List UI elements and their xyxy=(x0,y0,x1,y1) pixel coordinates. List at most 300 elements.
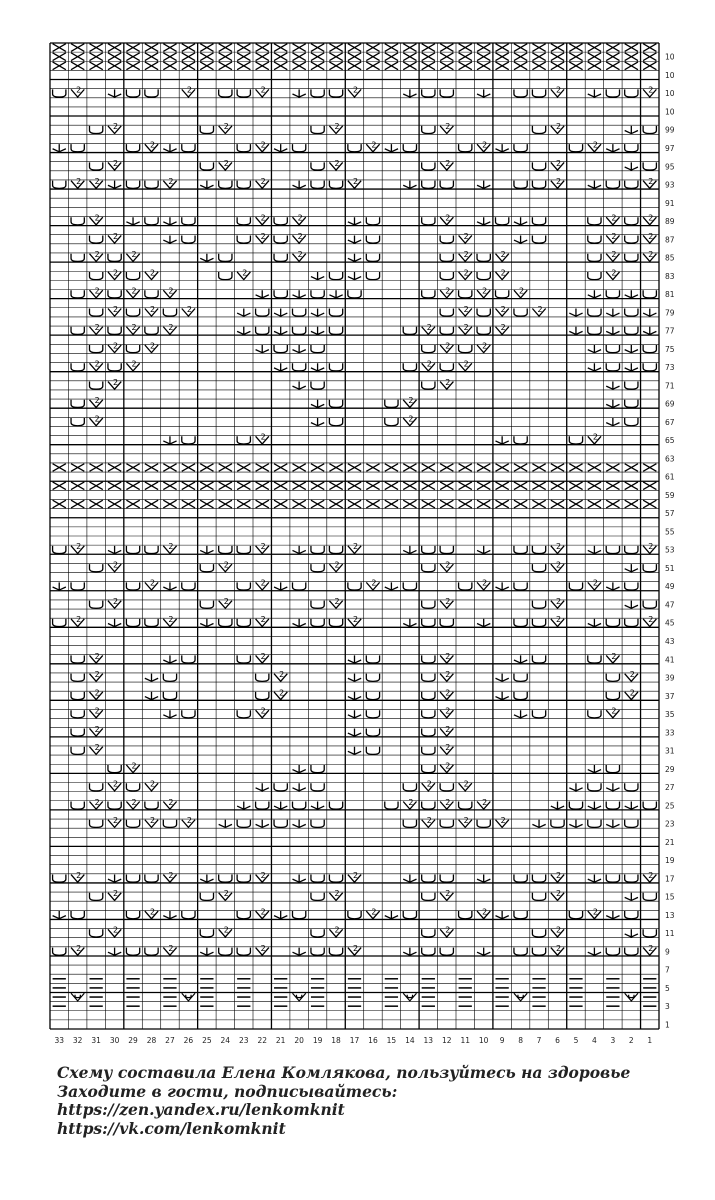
column-number-label: 11 xyxy=(460,1036,471,1045)
decrease-mark: 2 xyxy=(168,323,174,333)
yarn-over-stitch xyxy=(200,929,213,937)
arrow-down-stitch xyxy=(163,582,176,590)
decrease-mark: 2 xyxy=(648,615,654,625)
decrease-mark: 2 xyxy=(334,158,340,168)
yarn-over-stitch xyxy=(643,893,656,901)
row-number-label: 31 xyxy=(665,746,675,756)
decrease-mark: 2 xyxy=(334,925,340,935)
arrow-down-stitch xyxy=(588,345,601,353)
arrow-down-stitch xyxy=(163,710,176,718)
yarn-over-stitch xyxy=(71,400,84,408)
decrease-mark: 2 xyxy=(223,889,229,899)
yarn-over-stitch xyxy=(588,308,601,316)
arrow-down-stitch xyxy=(495,436,508,444)
cross-stitch xyxy=(625,500,638,508)
arrow-down-stitch xyxy=(606,308,619,316)
yarn-over-stitch xyxy=(311,181,324,189)
yarn-over-stitch xyxy=(514,308,527,316)
cross-stitch xyxy=(532,500,545,508)
column-number-label: 7 xyxy=(536,1036,542,1045)
yarn-over-stitch xyxy=(71,710,84,718)
arrow-down-stitch xyxy=(569,308,582,316)
yarn-over-stitch xyxy=(625,327,638,335)
yarn-over-stitch xyxy=(440,783,453,791)
yarn-over-stitch xyxy=(329,619,342,627)
decrease-mark: 2 xyxy=(500,816,506,826)
yarn-over-stitch xyxy=(237,619,250,627)
decrease-mark: 2 xyxy=(463,304,469,314)
yarn-over-stitch xyxy=(237,436,250,444)
row-number-label: 63 xyxy=(665,454,675,464)
decrease-mark: 2 xyxy=(94,359,100,369)
cross-stitch xyxy=(200,53,213,61)
cross-stitch xyxy=(329,53,342,61)
cross-stitch xyxy=(625,464,638,472)
cross-stitch xyxy=(292,500,305,508)
yarn-over-stitch xyxy=(606,801,619,809)
yarn-over-stitch xyxy=(163,820,176,828)
row-number-label: 67 xyxy=(665,417,675,427)
decrease-mark: 2 xyxy=(463,816,469,826)
cross-stitch xyxy=(53,482,66,490)
decrease-mark: 2 xyxy=(168,177,174,187)
yarn-over-stitch xyxy=(588,327,601,335)
cross-stitch xyxy=(182,482,195,490)
decrease-mark: 2 xyxy=(463,250,469,260)
arrow-down-stitch xyxy=(256,345,269,353)
yarn-over-stitch xyxy=(237,144,250,152)
column-number-label: 22 xyxy=(257,1036,268,1045)
yarn-over-stitch xyxy=(311,948,324,956)
yarn-over-stitch xyxy=(311,345,324,353)
yarn-over-stitch xyxy=(311,290,324,298)
yarn-over-stitch xyxy=(182,582,195,590)
decrease-mark: 2 xyxy=(260,943,266,953)
decrease-mark: 2 xyxy=(260,615,266,625)
cross-stitch xyxy=(274,44,287,52)
yarn-over-stitch xyxy=(532,655,545,663)
arrow-down-stitch xyxy=(403,181,416,189)
decrease-mark: 2 xyxy=(352,542,359,552)
cross-stitch xyxy=(643,500,656,508)
yarn-over-stitch xyxy=(366,217,379,225)
yarn-over-stitch xyxy=(422,619,435,627)
yarn-over-stitch xyxy=(459,911,472,919)
cross-stitch xyxy=(551,53,564,61)
yarn-over-stitch xyxy=(311,783,324,791)
cross-stitch xyxy=(126,500,139,508)
yarn-over-stitch xyxy=(256,327,269,335)
yarn-over-stitch xyxy=(514,674,527,682)
cross-stitch xyxy=(108,53,121,61)
yarn-over-stitch xyxy=(366,272,379,280)
yarn-over-stitch xyxy=(237,181,250,189)
decrease-mark: 2 xyxy=(463,231,469,241)
yarn-over-stitch xyxy=(256,801,269,809)
row-number-label: 85 xyxy=(665,253,675,263)
decrease-mark: 2 xyxy=(519,286,525,296)
decrease-mark: 2 xyxy=(94,688,100,698)
cross-stitch xyxy=(440,464,453,472)
arrow-down-stitch xyxy=(311,272,324,280)
yarn-over-stitch xyxy=(237,582,250,590)
arrow-down-stitch xyxy=(625,564,638,572)
decrease-mark: 2 xyxy=(94,651,100,661)
yarn-over-stitch xyxy=(440,363,453,371)
yarn-over-stitch xyxy=(588,272,601,280)
yarn-over-stitch xyxy=(108,363,121,371)
arrow-down-stitch xyxy=(625,290,638,298)
cross-stitch xyxy=(551,500,564,508)
decrease-mark: 2 xyxy=(149,779,156,789)
invite-line: Заходите в гости, подписывайтесь: xyxy=(57,1081,398,1101)
arrow-down-stitch xyxy=(53,911,66,919)
column-number-label: 21 xyxy=(275,1036,286,1045)
yarn-over-stitch xyxy=(126,181,139,189)
row-number-label: 69 xyxy=(665,399,675,409)
arrow-down-stitch xyxy=(514,217,527,225)
arrow-down-stitch xyxy=(108,619,121,627)
yarn-over-stitch xyxy=(71,801,84,809)
cross-stitch xyxy=(495,62,508,70)
decrease-mark: 2 xyxy=(611,651,617,661)
yarn-over-stitch xyxy=(643,345,656,353)
cross-stitch xyxy=(89,464,102,472)
arrow-down-stitch xyxy=(569,327,582,335)
cross-stitch xyxy=(643,62,656,70)
yarn-over-stitch xyxy=(237,89,250,97)
cross-stitch xyxy=(311,464,324,472)
column-number-label: 29 xyxy=(128,1036,138,1045)
cross-stitch xyxy=(182,464,195,472)
yarn-over-stitch xyxy=(606,948,619,956)
yarn-over-stitch xyxy=(200,162,213,170)
cross-stitch xyxy=(422,464,435,472)
yarn-over-stitch xyxy=(643,801,656,809)
decrease-mark: 2 xyxy=(352,177,359,187)
arrow-down-stitch xyxy=(588,948,601,956)
yarn-over-stitch xyxy=(606,619,619,627)
decrease-mark: 2 xyxy=(555,158,562,168)
decrease-mark: 2 xyxy=(555,122,562,132)
row-number-label: 10 xyxy=(665,70,675,80)
decrease-mark: 2 xyxy=(426,359,432,369)
yarn-over-stitch xyxy=(569,144,582,152)
yarn-over-stitch xyxy=(588,655,601,663)
yarn-over-stitch xyxy=(311,601,324,609)
decrease-mark: 2 xyxy=(555,925,562,935)
arrow-down-stitch xyxy=(348,710,361,718)
decrease-mark: 2 xyxy=(408,414,414,424)
yarn-over-stitch xyxy=(292,144,305,152)
cross-stitch xyxy=(385,62,398,70)
cross-stitch xyxy=(606,464,619,472)
row-number-label: 61 xyxy=(665,472,675,482)
arrow-down-stitch xyxy=(348,728,361,736)
cross-stitch xyxy=(514,482,527,490)
arrow-down-stitch xyxy=(292,875,305,883)
decrease-mark: 2 xyxy=(297,250,303,260)
vk-link[interactable]: https://vk.com/lenkomknit xyxy=(57,1118,286,1138)
decrease-mark: 2 xyxy=(445,724,451,734)
yarn-over-stitch xyxy=(89,382,102,390)
decrease-mark: 2 xyxy=(94,724,100,734)
yarn-over-stitch xyxy=(329,181,342,189)
cross-stitch xyxy=(403,464,416,472)
row-number-label: 29 xyxy=(665,764,675,774)
yarn-over-stitch xyxy=(329,418,342,426)
decrease-mark: 2 xyxy=(260,213,266,223)
row-number-label: 79 xyxy=(665,308,675,318)
decrease-mark: 2 xyxy=(113,816,119,826)
yarn-over-stitch xyxy=(311,875,324,883)
arrow-down-stitch xyxy=(495,582,508,590)
yarn-over-stitch xyxy=(422,181,435,189)
row-number-label: 9 xyxy=(665,947,670,957)
arrow-down-stitch xyxy=(588,875,601,883)
decrease-mark: 2 xyxy=(223,596,229,606)
arrow-down-stitch xyxy=(477,181,490,189)
yarn-over-stitch xyxy=(126,948,139,956)
yarn-over-stitch xyxy=(422,290,435,298)
yarn-over-stitch xyxy=(569,911,582,919)
cross-stitch xyxy=(237,44,250,52)
decrease-mark: 2 xyxy=(371,578,377,588)
decrease-mark: 2 xyxy=(149,816,156,826)
arrow-down-stitch xyxy=(274,144,287,152)
decrease-mark: 2 xyxy=(555,85,562,95)
decrease-mark: 2 xyxy=(555,596,562,606)
cross-stitch xyxy=(422,62,435,70)
decrease-mark: 2 xyxy=(223,122,229,132)
decrease-mark: 2 xyxy=(408,797,414,807)
yarn-over-stitch xyxy=(329,272,342,280)
cross-stitch xyxy=(422,482,435,490)
yarn-over-stitch xyxy=(625,875,638,883)
yarn-over-stitch xyxy=(329,89,342,97)
column-number-label: 12 xyxy=(441,1036,452,1045)
row-number-label: 23 xyxy=(665,819,675,829)
yarn-over-stitch xyxy=(108,290,121,298)
column-number-label: 3 xyxy=(610,1036,616,1045)
yarn-over-stitch xyxy=(71,728,84,736)
yarn-over-stitch xyxy=(422,765,435,773)
column-number-label: 4 xyxy=(592,1036,597,1045)
decrease-mark: 2 xyxy=(94,797,100,807)
arrow-down-stitch xyxy=(292,89,305,97)
yarn-over-stitch xyxy=(256,308,269,316)
row-number-label: 45 xyxy=(665,618,675,628)
decrease-mark: 2 xyxy=(352,85,359,95)
decrease-mark: 2 xyxy=(94,414,100,424)
decrease-mark: 2 xyxy=(500,268,506,278)
cross-stitch xyxy=(145,464,158,472)
cross-stitch xyxy=(71,464,84,472)
decrease-mark: 2 xyxy=(113,341,119,351)
row-number-label: 43 xyxy=(665,636,675,646)
decrease-mark: 2 xyxy=(482,286,488,296)
yarn-over-stitch xyxy=(606,345,619,353)
cross-stitch xyxy=(532,464,545,472)
cross-stitch xyxy=(89,44,102,52)
column-number-label: 17 xyxy=(349,1036,360,1045)
yarn-over-stitch xyxy=(329,327,342,335)
cross-stitch xyxy=(643,482,656,490)
arrow-down-stitch xyxy=(625,893,638,901)
cross-stitch xyxy=(182,500,195,508)
yarn-over-stitch xyxy=(422,382,435,390)
arrow-down-stitch xyxy=(606,911,619,919)
column-number-label: 14 xyxy=(405,1036,415,1045)
arrow-down-stitch xyxy=(532,820,545,828)
decrease-mark: 2 xyxy=(131,323,137,333)
cross-stitch xyxy=(403,53,416,61)
arrow-down-stitch xyxy=(606,783,619,791)
cross-stitch xyxy=(366,62,379,70)
yarn-over-stitch xyxy=(459,290,472,298)
decrease-mark: 2 xyxy=(445,158,451,168)
yarn-over-stitch xyxy=(53,546,66,554)
decrease-mark: 2 xyxy=(260,907,266,917)
arrow-down-stitch xyxy=(311,418,324,426)
cross-stitch xyxy=(182,62,195,70)
yarn-over-stitch xyxy=(366,674,379,682)
yarn-over-stitch xyxy=(422,126,435,134)
centered-decrease-stitch xyxy=(403,993,416,1001)
row-number-label: 39 xyxy=(665,673,675,683)
yarn-over-stitch xyxy=(311,820,324,828)
row-number-label: 10 xyxy=(665,107,675,117)
decrease-mark: 2 xyxy=(648,250,654,260)
decrease-mark: 2 xyxy=(334,889,340,899)
yarn-over-stitch xyxy=(440,272,453,280)
cross-stitch xyxy=(219,500,232,508)
yarn-over-stitch xyxy=(311,162,324,170)
arrow-down-stitch xyxy=(495,674,508,682)
decrease-mark: 2 xyxy=(113,304,119,314)
yarn-over-stitch xyxy=(532,126,545,134)
yarn-over-stitch xyxy=(145,801,158,809)
cross-stitch xyxy=(495,500,508,508)
decrease-mark: 2 xyxy=(76,615,82,625)
arrow-down-stitch xyxy=(477,546,490,554)
row-number-label: 53 xyxy=(665,545,675,555)
decrease-mark: 2 xyxy=(648,177,654,187)
yarn-over-stitch xyxy=(422,564,435,572)
cross-stitch xyxy=(440,500,453,508)
yarn-over-stitch xyxy=(89,126,102,134)
cross-stitch xyxy=(200,500,213,508)
arrow-down-stitch xyxy=(163,144,176,152)
decrease-mark: 2 xyxy=(94,250,100,260)
yarn-over-stitch xyxy=(71,217,84,225)
cross-stitch xyxy=(163,482,176,490)
centered-decrease-stitch xyxy=(71,993,84,1001)
yarn-over-stitch xyxy=(532,619,545,627)
yarn-over-stitch xyxy=(422,674,435,682)
cross-stitch xyxy=(53,53,66,61)
decrease-mark: 2 xyxy=(260,706,266,716)
yarn-over-stitch xyxy=(625,911,638,919)
cross-stitch xyxy=(385,44,398,52)
decrease-mark: 2 xyxy=(463,359,469,369)
yarn-over-stitch xyxy=(532,181,545,189)
arrow-down-stitch xyxy=(274,363,287,371)
arrow-down-stitch xyxy=(385,582,398,590)
cross-stitch xyxy=(532,44,545,52)
row-number-label: 21 xyxy=(665,837,675,847)
decrease-mark: 2 xyxy=(352,943,359,953)
cross-stitch xyxy=(348,482,361,490)
decrease-mark: 2 xyxy=(149,268,156,278)
yarn-over-stitch xyxy=(311,765,324,773)
cross-stitch xyxy=(588,44,601,52)
yarn-over-stitch xyxy=(237,235,250,243)
column-number-label: 1 xyxy=(647,1036,653,1045)
yarn-over-stitch xyxy=(53,948,66,956)
yarn-over-stitch xyxy=(237,655,250,663)
cross-stitch xyxy=(385,482,398,490)
yarn-over-stitch xyxy=(274,783,287,791)
cross-stitch xyxy=(89,482,102,490)
arrow-down-stitch xyxy=(200,948,213,956)
row-number-label: 17 xyxy=(665,874,675,884)
decrease-mark: 2 xyxy=(463,268,469,278)
column-number-label: 31 xyxy=(91,1036,101,1045)
cross-stitch xyxy=(551,62,564,70)
yarn-over-stitch xyxy=(588,235,601,243)
arrow-down-stitch xyxy=(274,911,287,919)
cross-stitch xyxy=(440,44,453,52)
cross-stitch xyxy=(71,62,84,70)
yarn-over-stitch xyxy=(514,144,527,152)
column-number-label: 15 xyxy=(386,1036,397,1045)
arrow-down-stitch xyxy=(643,308,656,316)
decrease-mark: 2 xyxy=(592,907,598,917)
cross-stitch xyxy=(495,464,508,472)
cross-stitch xyxy=(625,62,638,70)
yarn-over-stitch xyxy=(440,235,453,243)
arrow-down-stitch xyxy=(200,254,213,262)
cross-stitch xyxy=(422,500,435,508)
yarn-over-stitch xyxy=(329,801,342,809)
decrease-mark: 2 xyxy=(445,889,451,899)
yarn-over-stitch xyxy=(89,345,102,353)
cross-stitch xyxy=(532,62,545,70)
yarn-over-stitch xyxy=(200,126,213,134)
arrow-down-stitch xyxy=(514,710,527,718)
yarn-over-stitch xyxy=(403,783,416,791)
yarn-over-stitch xyxy=(329,546,342,554)
yarn-over-stitch xyxy=(219,89,232,97)
cross-stitch xyxy=(311,44,324,52)
cross-stitch xyxy=(237,500,250,508)
arrow-down-stitch xyxy=(348,655,361,663)
yarn-over-stitch xyxy=(643,363,656,371)
decrease-mark: 2 xyxy=(186,816,192,826)
yarn-over-stitch xyxy=(403,363,416,371)
column-number-label: 24 xyxy=(220,1036,231,1045)
yarn-over-stitch xyxy=(440,181,453,189)
column-number-label: 30 xyxy=(109,1036,120,1045)
decrease-mark: 2 xyxy=(297,213,303,223)
zen-link[interactable]: https://zen.yandex.ru/lenkomknit xyxy=(57,1100,345,1119)
cross-stitch xyxy=(200,464,213,472)
yarn-over-stitch xyxy=(71,290,84,298)
yarn-over-stitch xyxy=(588,820,601,828)
arrow-down-stitch xyxy=(108,181,121,189)
yarn-over-stitch xyxy=(71,911,84,919)
